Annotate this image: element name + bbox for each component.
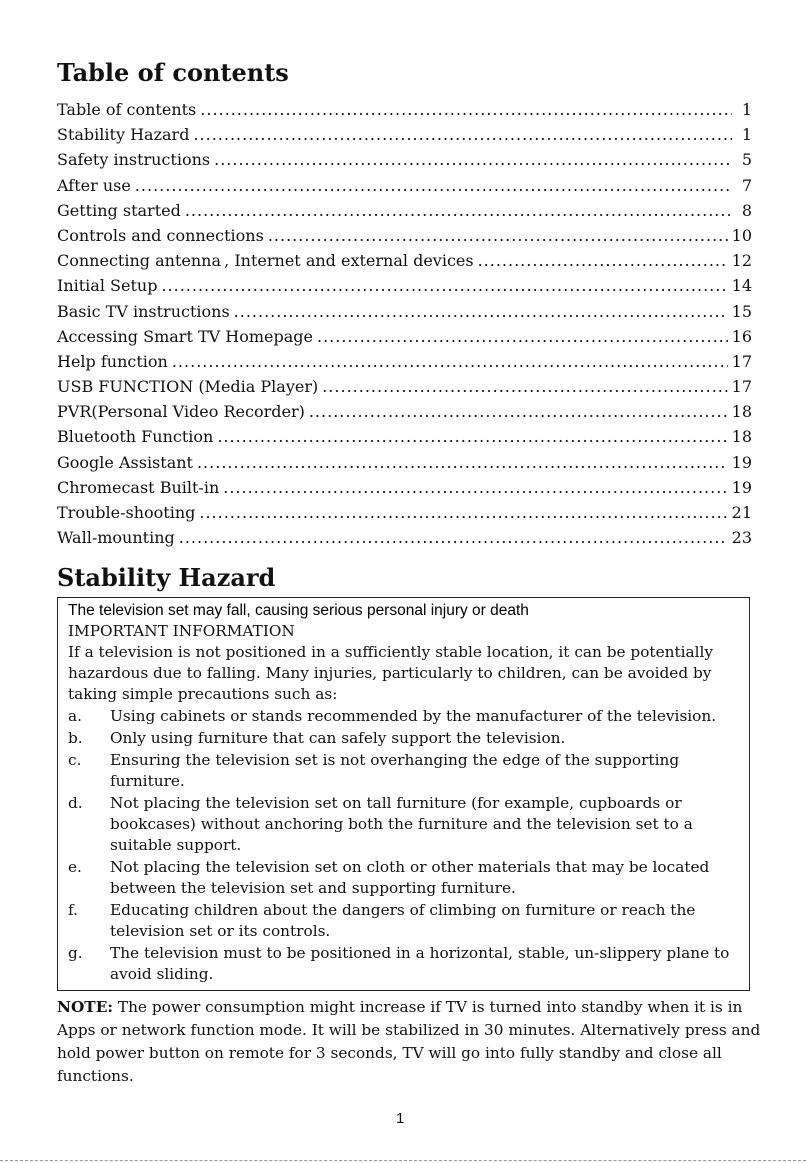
toc-entry-label: Table of contents xyxy=(57,100,197,119)
precaution-marker: e. xyxy=(68,858,82,876)
precaution-item xyxy=(68,728,742,749)
toc-leader-dots xyxy=(217,424,727,449)
toc-leader-dots xyxy=(179,525,728,550)
precaution-text: Only using furniture that can safely support the television. xyxy=(110,729,566,747)
toc-list xyxy=(57,97,752,550)
toc-entry[interactable] xyxy=(57,173,752,198)
precaution-text: Ensuring the television set is not overhanging the edge of the supporting furniture. xyxy=(110,751,680,790)
note-text: The power consumption might increase if TV is turned into standby when it is in Apps or network function mode. It will be stabilized in 30 minutes. Alternatively press and hold power button on remote for 3 seconds, TV will go into fully standby and close all functions. xyxy=(57,998,761,1085)
toc-leader-dots xyxy=(193,122,732,147)
toc-entry[interactable] xyxy=(57,324,752,349)
toc-entry[interactable] xyxy=(57,500,752,525)
toc-entry-label: Stability Hazard xyxy=(57,125,190,145)
toc-leader-dots xyxy=(199,500,727,525)
toc-entry[interactable] xyxy=(57,399,752,424)
toc-entry-label: Connecting antenna , Internet and external devices xyxy=(57,251,474,271)
toc-entry-label: After use xyxy=(57,175,131,195)
toc-leader-dots xyxy=(268,223,728,248)
toc-entry-page: 18 xyxy=(731,427,752,447)
toc-entry-label: USB FUNCTION (Media Player) xyxy=(57,377,319,397)
toc-entry-label: Basic TV instructions xyxy=(57,301,230,321)
toc-entry-label: Safety instructions xyxy=(57,150,211,170)
toc-leader-dots xyxy=(478,248,728,273)
page-bottom-rule xyxy=(0,1160,806,1161)
toc-leader-dots xyxy=(223,475,727,500)
important-information-label: IMPORTANT INFORMATION xyxy=(68,622,295,640)
precaution-text: Using cabinets or stands recommended by the manufacturer of the television. xyxy=(110,707,717,725)
toc-entry-page: 5 xyxy=(741,150,752,170)
toc-leader-dots xyxy=(172,349,728,374)
toc-leader-dots xyxy=(135,173,732,198)
toc-entry[interactable] xyxy=(57,424,752,449)
toc-entry-label: Getting started xyxy=(57,200,181,220)
toc-entry-page: 15 xyxy=(731,301,752,321)
precaution-marker: b. xyxy=(68,729,83,747)
toc-entry[interactable] xyxy=(57,299,752,324)
toc-leader-dots xyxy=(309,399,728,424)
toc-leader-dots xyxy=(322,374,727,399)
precaution-marker: g. xyxy=(68,944,83,962)
stability-warning-box xyxy=(57,597,750,991)
precaution-text: Not placing the television set on tall furniture (for example, cupboards or bookcases) without anchoring both the furniture and the television set to a suitable support. xyxy=(110,794,693,854)
precaution-item xyxy=(68,857,742,899)
toc-entry-page: 1 xyxy=(741,100,752,119)
toc-entry-label: Google Assistant xyxy=(57,452,193,472)
toc-leader-dots xyxy=(161,273,727,298)
toc-leader-dots xyxy=(317,324,728,349)
toc-leader-dots xyxy=(214,147,732,172)
toc-entry-page: 18 xyxy=(731,402,752,422)
toc-entry-label: Wall-mounting xyxy=(57,528,175,548)
precaution-marker: c. xyxy=(68,751,82,769)
precaution-text: The television must to be positioned in a horizontal, stable, un-slippery plane to avoid sliding. xyxy=(110,944,730,983)
toc-entry-label: Initial Setup xyxy=(57,276,158,296)
toc-entry[interactable] xyxy=(57,198,752,223)
toc-entry[interactable] xyxy=(57,475,752,500)
toc-leader-dots xyxy=(234,299,728,324)
toc-entry-label: Chromecast Built-in xyxy=(57,477,220,497)
precaution-item xyxy=(68,943,742,985)
toc-entry[interactable] xyxy=(57,223,752,248)
toc-entry-page: 14 xyxy=(731,276,752,296)
precaution-list xyxy=(68,706,742,985)
power-note xyxy=(57,996,772,1088)
note-label: NOTE: xyxy=(57,998,113,1016)
toc-entry-page: 17 xyxy=(731,377,752,397)
toc-title: Table of contents xyxy=(57,58,289,87)
toc-leader-dots xyxy=(200,97,732,122)
precaution-marker: a. xyxy=(68,707,82,725)
toc-entry-page: 19 xyxy=(731,452,752,472)
precaution-text: Educating children about the dangers of climbing on furniture or reach the television set or its controls. xyxy=(110,901,696,940)
toc-entry-page: 12 xyxy=(731,251,752,271)
toc-entry[interactable] xyxy=(57,525,752,550)
toc-entry-page: 7 xyxy=(741,175,752,195)
toc-entry-page: 8 xyxy=(741,200,752,220)
precaution-item xyxy=(68,706,742,727)
toc-entry-label: Accessing Smart TV Homepage xyxy=(57,326,313,346)
toc-entry-label: Trouble-shooting xyxy=(57,503,196,522)
toc-entry-page: 21 xyxy=(731,503,752,522)
page-number: 1 xyxy=(396,1110,405,1127)
toc-entry[interactable] xyxy=(57,273,752,298)
precaution-item xyxy=(68,750,742,792)
warning-intro: If a television is not positioned in a sufficiently stable location, it can be potentially hazardous due to falling. Many injuries, particularly to children, can be avoided by taking simple precautions such as: xyxy=(68,643,714,703)
toc-entry-label: PVR(Personal Video Recorder) xyxy=(57,402,305,422)
precaution-text: Not placing the television set on cloth or other materials that may be located between the television set and supporting furniture. xyxy=(110,858,710,897)
toc-entry[interactable] xyxy=(57,248,752,273)
toc-entry-page: 19 xyxy=(731,477,752,497)
toc-entry[interactable] xyxy=(57,122,752,147)
warning-heading: The television set may fall, causing serious personal injury or death xyxy=(68,602,529,619)
toc-entry-label: Controls and connections xyxy=(57,225,264,245)
toc-entry[interactable] xyxy=(57,147,752,172)
toc-entry-page: 10 xyxy=(731,225,752,245)
toc-leader-dots xyxy=(197,450,728,475)
toc-entry-page: 1 xyxy=(741,125,752,145)
toc-entry-label: Help function xyxy=(57,351,168,371)
toc-leader-dots xyxy=(185,198,732,223)
toc-entry[interactable] xyxy=(57,374,752,399)
toc-entry[interactable] xyxy=(57,97,752,122)
toc-entry-label: Bluetooth Function xyxy=(57,427,214,447)
precaution-marker: f. xyxy=(68,901,78,919)
toc-entry[interactable] xyxy=(57,450,752,475)
precaution-item xyxy=(68,900,742,942)
toc-entry-page: 16 xyxy=(731,326,752,346)
precaution-item xyxy=(68,793,742,856)
stability-hazard-title: Stability Hazard xyxy=(57,563,276,592)
toc-entry-page: 23 xyxy=(731,528,752,548)
precaution-marker: d. xyxy=(68,794,83,812)
toc-entry-page: 17 xyxy=(731,351,752,371)
toc-entry[interactable] xyxy=(57,349,752,374)
